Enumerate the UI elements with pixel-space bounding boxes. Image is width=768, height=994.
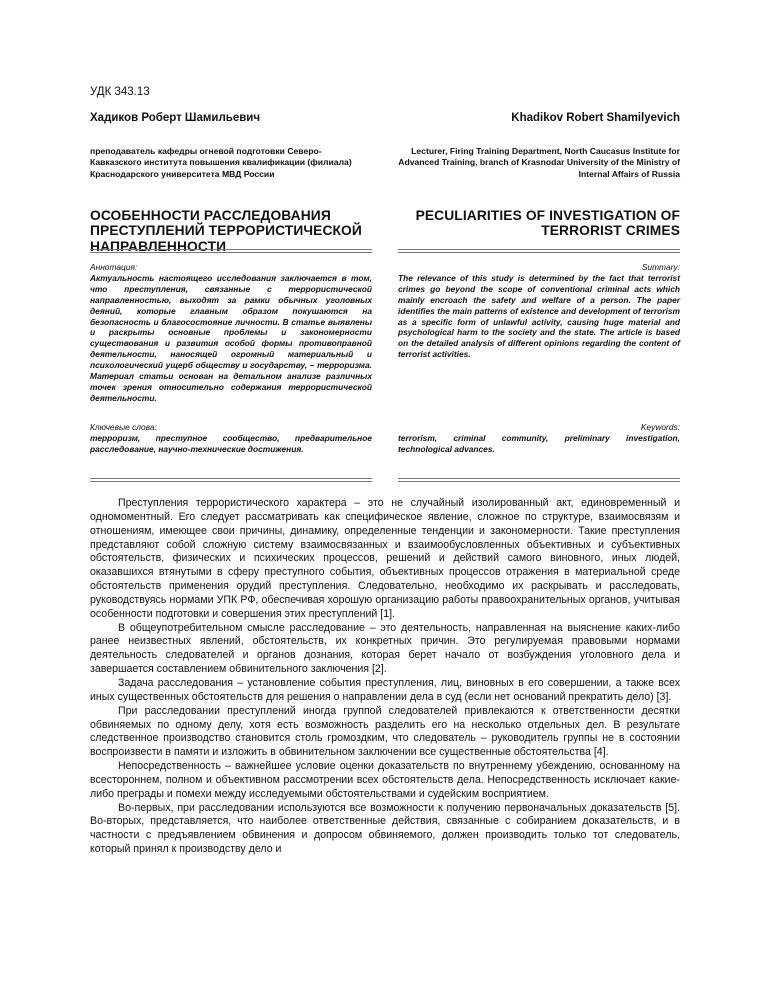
article-page bbox=[90, 0, 680, 994]
english-header bbox=[398, 112, 680, 254]
keywords-heading-ru: Ключевые слова: bbox=[90, 422, 157, 432]
author-name-ru: Хадиков Роберт Шамильевич bbox=[90, 112, 261, 124]
divider-bottom-left bbox=[90, 478, 372, 482]
article-body bbox=[90, 497, 680, 857]
keywords-en bbox=[398, 422, 680, 455]
divider-bottom-right bbox=[398, 478, 680, 482]
abstract-text-en: The relevance of this study is determined by the fact that terrorist crimes go beyond the scope of conventional criminal acts which mainly encroach the safety and welfare of a person. The paper identifies the main patterns of existence and development of terrorism as a specific form of unlawful activity, causing huge material and psychological harm to the society and the state. The article is based on the detailed analysis of different opinions regarding the content of terrorist activities. bbox=[398, 272, 680, 360]
affiliation-en: Lecturer, Firing Training Department, North Caucasus Institute for Advanced Training, branch of Krasnodar University of the Ministry of Internal Affairs of Russia bbox=[398, 146, 680, 179]
body-paragraph: При расследовании преступлений иногда группой следователей привлекаются к ответственности десятки обвиняемых по одному делу, хотя есть возможность разделить его на несколько отдельных дел. В результате следственное производство становится столь громоздким, что следователь – руководитель группы не в состоянии воспроизвести в памяти и изложить в обвинительном заключении все существенные обстоятельства [4]. bbox=[90, 704, 680, 759]
keywords-text-ru: терроризм, преступное сообщество, предварительное расследование, научно-технические достижения. bbox=[90, 432, 372, 454]
body-paragraph: Задача расследования – установление события преступления, лиц, виновных в его совершении, а также всех иных существенных обстоятельств для решения о направлении дела в суд (если нет оснований прекратить дело) [3]. bbox=[90, 676, 680, 703]
body-paragraph: Во-первых, при расследовании используются все возможности к получению первоначальных доказательств [5]. Во-вторых, представляется, что наиболее ответственные действия, связанные с собиранием доказательств, и в частности с предъявлением обвинения и допросом обвиняемого, должен производить только тот следователь, который принял к производству дело и bbox=[90, 801, 680, 856]
abstract-text-ru: Актуальность настоящего исследования заключается в том, что преступления, связанные с террористической направленностью, выходят за рамки обычных уголовных деяний, которые главным образом покушаются на безопасность и благосостояние личности. В статье выявлены и раскрыты основные проблемы и закономерности существования и развития особой формы противоправной деятельности, наносящей огромный материальный и психологический ущерб обществу и государству, – терроризма. Материал статьи основан на детальном анализе различных точек зрения относительно содержания террористической деятельности. bbox=[90, 272, 372, 403]
header-columns bbox=[90, 112, 680, 254]
keywords-heading-en: Keywords: bbox=[640, 422, 680, 432]
abstract-ru bbox=[90, 262, 372, 404]
divider-top-right bbox=[398, 249, 680, 253]
abstract-heading-en: Summary: bbox=[641, 262, 680, 272]
body-paragraph: Непосредственность – важнейшее условие оценки доказательств по внутреннему убеждению, основанному на всестороннем, полном и объективном рассмотрении всех обстоятельств дела. Непосредственность исключает какие-либо преграды и помехи между исследуемыми обстоятельствами и судейским восприятием. bbox=[90, 760, 680, 800]
keywords-ru bbox=[90, 422, 372, 455]
article-title-ru: ОСОБЕННОСТИ РАССЛЕДОВАНИЯ ПРЕСТУПЛЕНИЙ ТЕРРОРИСТИЧЕСКОЙ НАПРАВЛЕННОСТИ bbox=[90, 208, 362, 254]
author-name-en: Khadikov Robert Shamilyevich bbox=[511, 112, 680, 124]
abstract-heading-ru: Аннотация: bbox=[90, 262, 138, 272]
udk-code: УДК 343.13 bbox=[90, 86, 150, 98]
abstract-block bbox=[90, 262, 680, 404]
body-paragraph: Преступления террористического характера – это не случайный изолированный акт, единовременный и одномоментный. Его следует рассматривать как специфическое явление, сложное по структуре, взаимосвязям и отношениям, имеющее свои причины, динамику, определенные тенденции и закономерности. Такие преступления представляют собой сложную систему взаимосвязанных и взаимообусловленных объективных и субъективных обстоятельств, физических и психических процессов, решений и действий самого виновного, иных людей, оказавшихся втянутыми в сферу преступного события, объективных процессов отражения в материальной среде обстоятельств применения орудий преступления. Следовательно, необходимо их раскрывать и расследовать, руководствуясь нормами УПК РФ, обеспечивая хорошую организацию работы правоохранительных органов, учитывая особенности подготовки и совершения этих преступлений [1]. bbox=[90, 497, 680, 620]
keywords-block bbox=[90, 422, 680, 455]
divider-top-left bbox=[90, 249, 372, 253]
affiliation-ru: преподаватель кафедры огневой подготовки Северо-Кавказского института повышения квалификации (филиала) Краснодарского университета МВД России bbox=[90, 146, 352, 179]
russian-header bbox=[90, 112, 372, 254]
body-paragraph: В общеупотребительном смысле расследование – это деятельность, направленная на выяснение каких-либо ранее неизвестных явлений, обстоятельств, их конкретных причин. Это регулируемая правовыми нормами деятельность следователей и органов дознания, которая берет начало от возбуждения уголовного дела и завершается составлением обвинительного заключения [2]. bbox=[90, 621, 680, 676]
abstract-en bbox=[398, 262, 680, 404]
article-title-en: PECULIARITIES OF INVESTIGATION OF TERRORIST CRIMES bbox=[415, 208, 680, 239]
keywords-text-en: terrorism, criminal community, preliminary investigation, technological advances. bbox=[398, 432, 680, 454]
